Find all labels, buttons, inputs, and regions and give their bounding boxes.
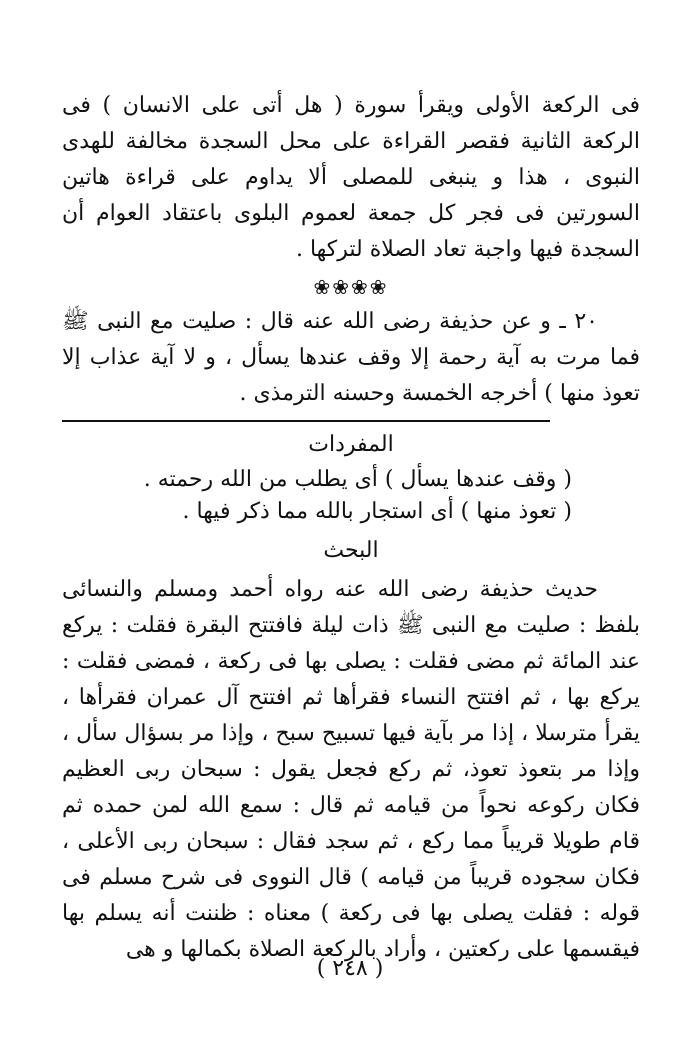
paragraph-prayer-surahs: فى الركعة الأولى ويقرأ سورة ( هل أتى على الانسان ) فى الركعة الثانية فقصر القراءة على محل السجدة مخالفة للهدى النبوى ، هذا و ينبغى للمصلى ألا يداوم على قراءة هاتين السورتين فى فجر كل جمعة لعموم البلوى باعتقاد العوام أن السجدة فيها واجبة تعاد الصلاة لتركها .: [62, 93, 640, 262]
vocabulary-item-1: ( وقف عندها يسأل ) أى يطلب من الله رحمته .: [143, 467, 572, 492]
discussion-text: حديث حذيفة رضى الله عنه رواه أحمد ومسلم والنسائى بلفظ : صليت مع النبى ﷺ ذات ليلة فافتتح البقرة فقلت : يركع عند المائة ثم مضى فقلت : يصلى بها فى ركعة ، فمضى فقلت : يركع بها ، ثم افتتح النساء فقرأها ثم افتتح آل عمران فقرأها ، يقرأ مترسلا ، إذا مر بآية فيها تسبيح سبح ، وإذا مر بسؤال سأل ، وإذا مر بتعوذ تعوذ، ثم ركع فجعل يقول : سبحان ربى العظيم فكان ركوعه نحواً من قيامه ثم قال : سمع الله لمن حمده ثم قام طويلا قريباً مما ركع ، ثم سجد فقال : سبحان ربى الأعلى ، فكان سجوده قريباً من قيامه ) قال النووى فى شرح مسلم فى قوله : فقلت يصلى بها فى ركعة ) معناه : ظننت أنه يسلم بها فيقسمها على ركعتين ، وأراد بالركعة الصلاة بكمالها و هى: [62, 577, 640, 962]
vocabulary-heading: المفردات: [308, 432, 394, 457]
hadith-20: ٢٠ ـ و عن حذيفة رضى الله عنه قال : صليت مع النبى ﷺ فما مرت به آية رحمة إلا وقف عندها يسأل ، و لا آية عذاب إلا تعوذ منها ) أخرجه الخمسة وحسنه الترمذى .: [62, 309, 640, 406]
ornament-divider: ❀❀❀❀: [313, 275, 389, 299]
discussion-heading: البحث: [323, 538, 379, 563]
separator-rule: [62, 420, 550, 422]
vocabulary-item-2: ( تعوذ منها ) أى استجار بالله مما ذكر فيها .: [182, 499, 572, 524]
book-page: [62, 88, 640, 988]
page-number: ( ٢٤٨ ): [316, 956, 384, 981]
